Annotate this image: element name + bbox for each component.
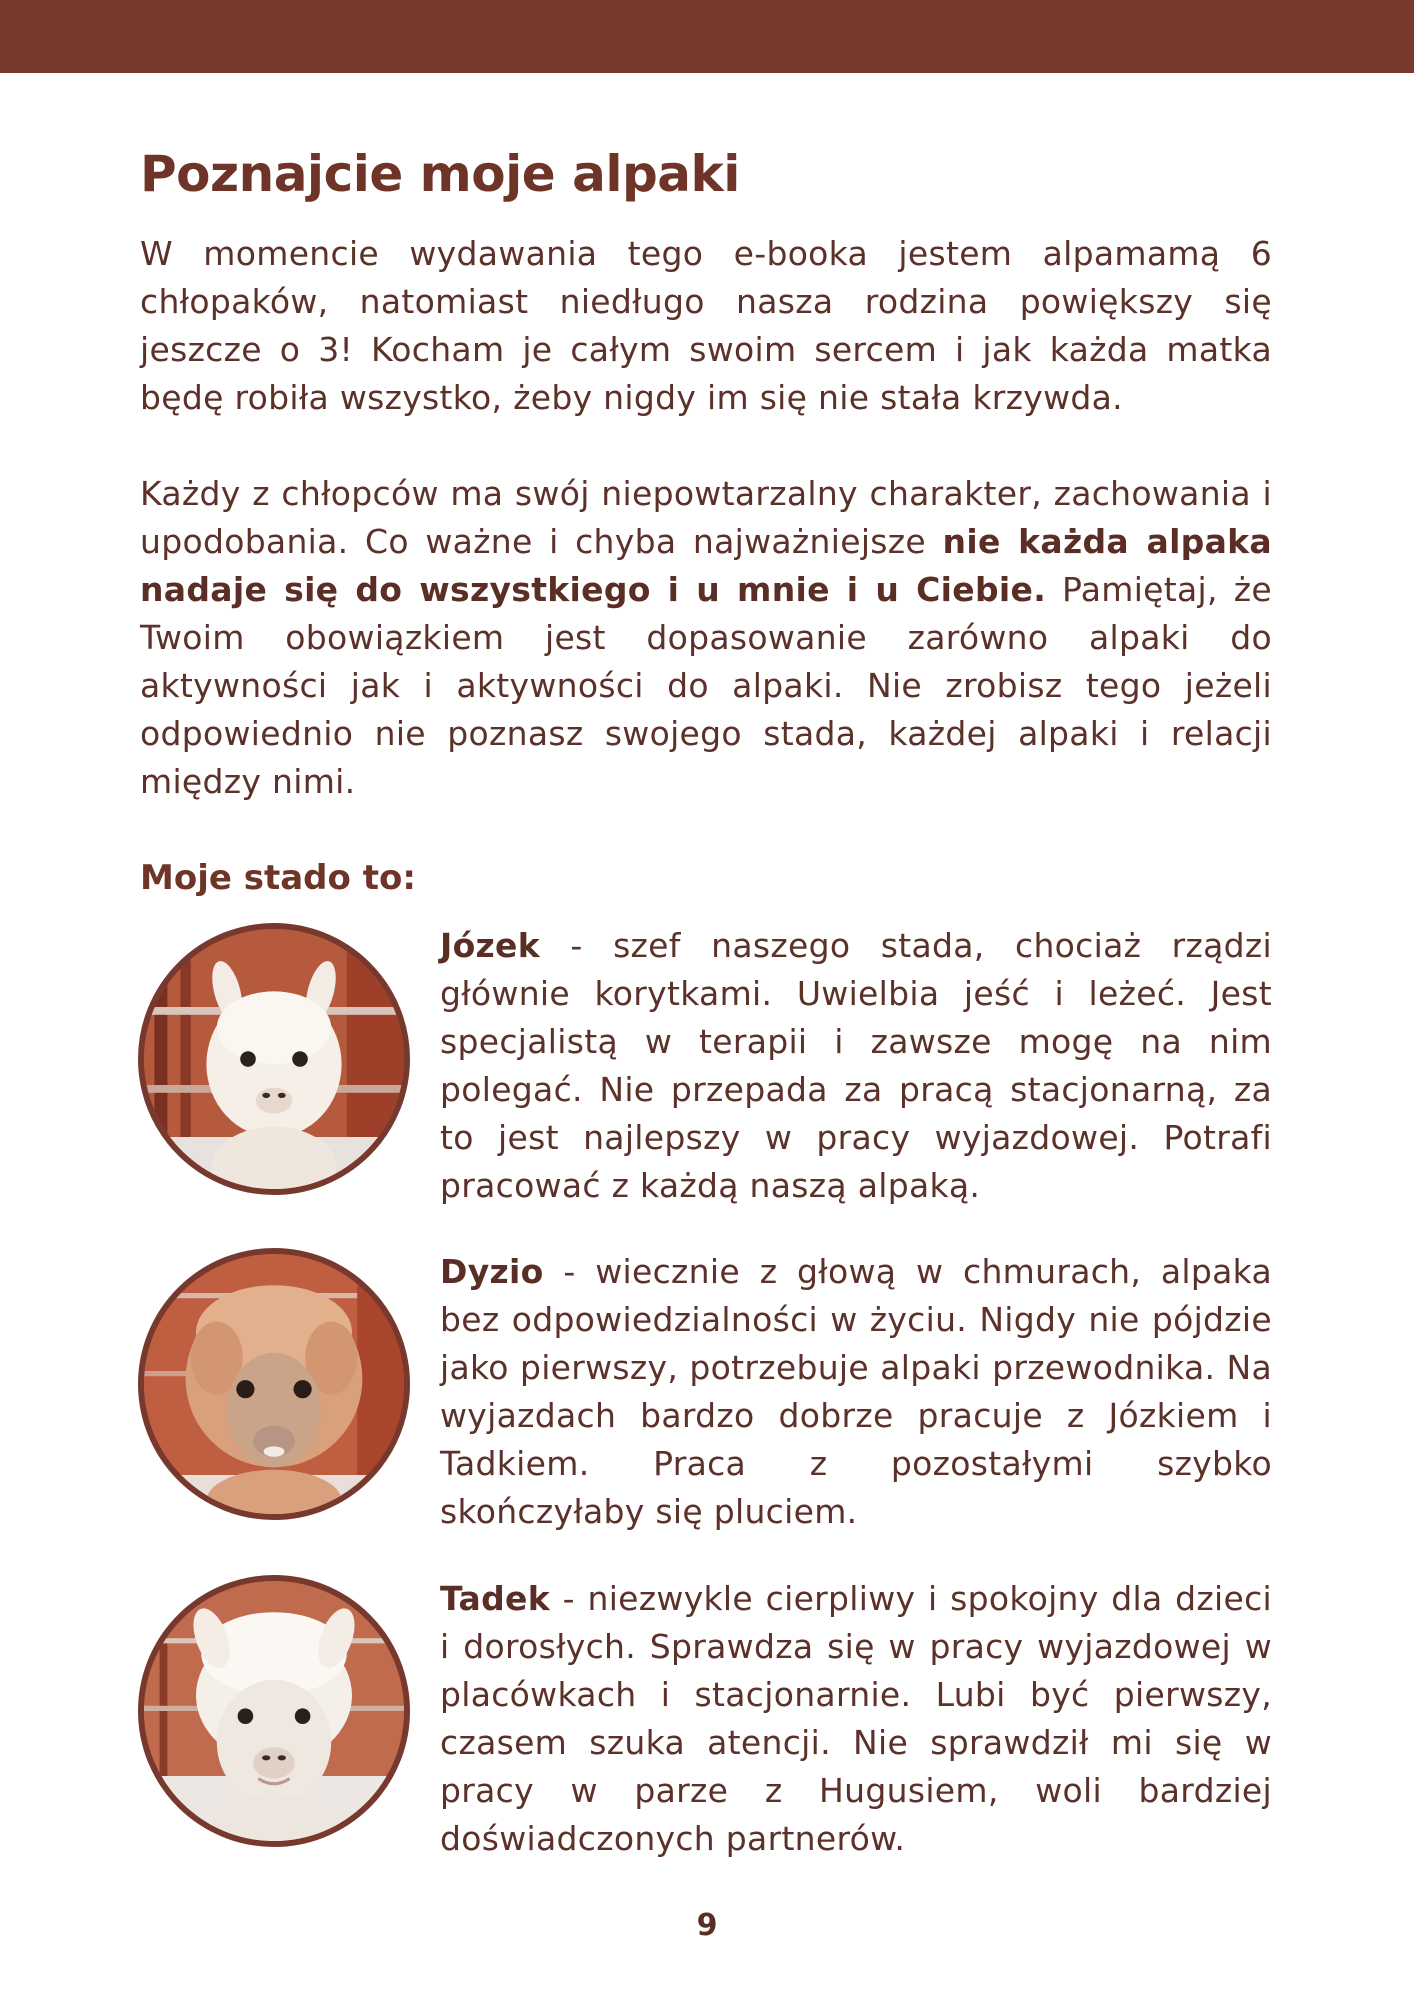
alpaca-text-tadek: - niezwykle cierpliwy i spokojny dla dzieci i dorosłych. Sprawdza się w pracy wyjazdowej w placówkach i stacjonarnie. Lubi być pierwszy, czasem szuka atencji. Nie sprawdził mi się w pracy w parze z Hugusiem, woli bardziej doświadczonych partnerów.	[440, 1579, 1272, 1858]
header-bar	[0, 0, 1414, 73]
page-title: Poznajcie moje alpaki	[140, 145, 740, 203]
intro-paragraph-1: W momencie wydawania tego e-booka jestem alpamamą 6 chłopaków, natomiast niedługo nasza rodzina powiększy się jeszcze o 3! Kocham je całym swoim sercem i jak każda matka będę robiła wszystko, żeby nigdy im się nie stała krzywda.	[140, 234, 1272, 417]
page-number: 9	[696, 1908, 718, 1943]
intro-paragraph-2-end: Pamiętaj, że Twoim obowiązkiem jest dopasowanie zarówno alpaki do aktywności jak i aktywności do alpaki. Nie zrobisz tego jeżeli odpowiednio nie poznasz swojego stada, każdej alpaki i relacji między nimi.	[140, 570, 1272, 801]
intro-paragraph-2	[140, 470, 1272, 806]
intro-paragraph-2-start: Każdy z chłopców ma swój niepowtarzalny charakter, zachowania i upodobania. Co ważne i chyba najważniejsze	[140, 474, 1272, 561]
alpaca-name-tadek: Tadek	[440, 1579, 550, 1618]
alpaca-name-jozek: Józek	[440, 926, 540, 965]
tadek-photo	[138, 1575, 410, 1847]
alpaca-description-jozek	[440, 922, 1272, 1210]
jozek-photo	[138, 923, 410, 1195]
alpaca-description-tadek	[440, 1575, 1272, 1863]
intro-paragraph-2-emphasis: nie każda alpaka nadaje się do wszystkiego i u mnie i u Ciebie.	[140, 522, 1272, 609]
alpaca-description-dyzio	[440, 1248, 1272, 1536]
herd-heading: Moje stado to:	[140, 858, 416, 898]
alpaca-text-dyzio: - wiecznie z głową w chmurach, alpaka bez odpowiedzialności w życiu. Nigdy nie pójdzie jako pierwszy, potrzebuje alpaki przewodnika. Na wyjazdach bardzo dobrze pracuje z Józkiem i Tadkiem. Praca z pozostałymi szybko skończyłaby się pluciem.	[440, 1252, 1272, 1531]
alpaca-text-jozek: - szef naszego stada, chociaż rządzi głównie korytkami. Uwielbia jeść i leżeć. Jest specjalistą w terapii i zawsze mogę na nim polegać. Nie przepada za pracą stacjonarną, za to jest najlepszy w pracy wyjazdowej. Potrafi pracować z każdą naszą alpaką.	[440, 926, 1272, 1205]
dyzio-photo	[138, 1248, 410, 1520]
alpaca-name-dyzio: Dyzio	[440, 1252, 544, 1291]
